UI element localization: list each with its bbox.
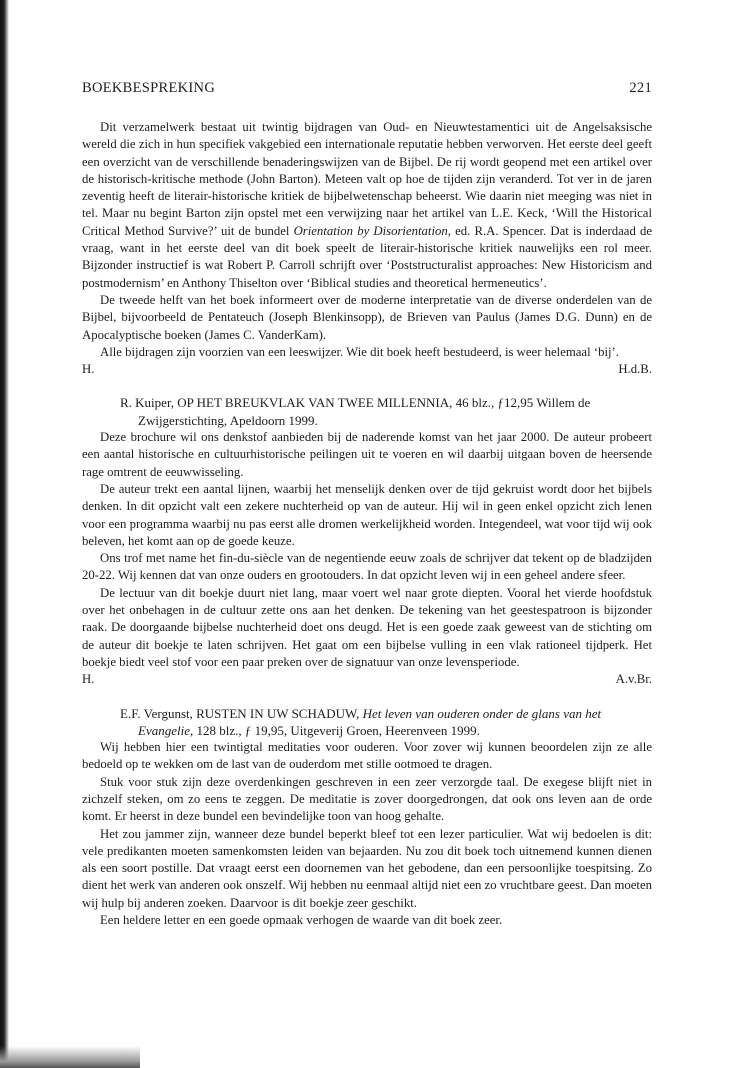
review3-paragraph-4: Een heldere letter en een goede opmaak verhogen de waarde van dit boek zeer. [100, 913, 503, 928]
review1-signature-left: H. [82, 362, 95, 377]
review3-paragraph-3: Het zou jammer zijn, wanneer deze bundel beperkt bleef tot een lezer particulier. Wat wij bedoelen is dit: vele predikanten moeten samenkomsten leiden van bejaarden. Nu zou dit boek toch uitnemend kunnen dienen als een soort postille. Dat vraagt eerst een doornemen van het gebodene, dan een persoonlijke toespitsing. Zo dient het werk van anderen ook onszelf. Wij hebben nu eenmaal altijd niet een zo vruchtbare geest. Dan moeten wij hulp bij anderen zoeken. Daarvoor is dit boekje zeer geschikt. [82, 826, 652, 910]
review2-signature-right: A.v.Br. [615, 672, 652, 687]
review2-signature [82, 671, 652, 688]
review3-paragraph-2: Stuk voor stuk zijn deze overdenkingen geschreven in een zeer verzorgde taal. De exegese blijft niet in zichzelf steken, om zo eens te zeggen. De meditatie is zover doorgedrongen, dat ook ons leven aan de orde komt. Er heerst in deze bundel een bevindelijke toon van hoog gehalte. [82, 774, 652, 824]
section-title: BOEKBESPREKING [82, 80, 216, 96]
review3-bibliographic-heading: E.F. Vergunst, RUSTEN IN UW SCHADUW, Het leven van ouderen onder de glans van het Evangelie, 128 blz., ƒ 19,95, Uitgeverij Groen, Heerenveen 1999. [120, 705, 602, 738]
review2-price: ƒ12,95 [497, 395, 534, 411]
review2-signature-left: H. [82, 672, 95, 687]
review2-paragraph-4: De lectuur van dit boekje duurt niet lang, maar voert wel naar grote diepten. Vooral het vierde hoofdstuk over het onbehagen in de cultuur zette ons aan het denken. De tekening van het geestespatroon is bijzonder raak. De doorgaande bijbelse nuchterheid doet ons deugd. Het is een goede zaak geweest van de stichting om de auteur dit boekje te laten schrijven. Het gaat om een bijbelse vulling in een vlak rationeel tijdperk. Het boekje biedt veel stof voor een paar preken over de signatuur van onze levensperiode. [82, 585, 652, 669]
review1-paragraph-3: Alle bijdragen zijn voorzien van een leeswijzer. Wie dit boek heeft bestudeerd, is weer helemaal ‘bij’. [100, 344, 619, 359]
review1-signature-right: H.d.B. [618, 362, 652, 377]
body-text [82, 119, 652, 929]
page-number: 221 [629, 80, 652, 96]
scan-edge-left [0, 0, 9, 1068]
review1-paragraph-2: De tweede helft van het boek informeert over de moderne interpretatie van de diverse onderdelen van de Bijbel, bijvoorbeeld de Pentateuch (Joseph Blenkinsopp), de Brieven van Paulus (James D.G. Dunn) en de Apocalyptische boeken (James C. VanderKam). [82, 292, 652, 342]
review2-paragraph-1: Deze brochure wil ons denkstof aanbieden bij de naderende komst van het jaar 2000. De auteur probeert een aantal historische en cultuurhistorische peilingen uit te voeren en wil daarbij uitgaan boven de heersende rage omtrent de eeuwwisseling. [82, 430, 652, 479]
review1-cited-title: Orientation by Disorientation, [293, 223, 451, 238]
review1-paragraph-1: Dit verzamelwerk bestaat uit twintig bijdragen van Oud- en Nieuwtestamentici uit de Angelsaksische wereld die zich in hun specifiek vakgebied een internationale reputatie hebben verworven. Het eerste deel geeft een overzicht van de verschillende benaderingswijzen van de Bijbel. De rij wordt geopend met een artikel over de historisch-kritische methode (John Barton). Meteen valt op hoe de tijden zijn veranderd. Tot ver in de jaren zeventig heeft de literair-historische kritiek de bijbelwetenschap beheerst. Wie daarin niet meeging was niet in tel. Maar nu begint Barton zijn opstel met een verwijzing naar het artikel van L.E. Keck, ‘Will the Historical Critical Method Survive?’ uit de bundel Orientation by Disorientation, ed. R.A. Spencer. Dat is inderdaad de vraag, want in het eerste deel van dit boek speelt de literair-historische kritiek nauwelijks een rol meer. Bijzonder instructief is wat Robert P. Carroll schrijft over ‘Poststructuralist approaches: New Historicism and postmodernism’ en Anthony Thiselton over ‘Biblical studies and theoretical hermeneutics’. [82, 120, 653, 290]
review1-signature [82, 361, 652, 378]
running-header [82, 80, 652, 97]
review2-bibliographic-heading: R. Kuiper, OP HET BREUKVLAK VAN TWEE MILLENNIA, 46 blz., ƒ12,95 Willem de Zwijgerstichting, Apeldoorn 1999. [120, 395, 591, 428]
review3-paragraph-1: Wij hebben hier een twintigtal meditaties voor ouderen. Voor zover wij kunnen beoordelen zijn ze alle bedoeld op te wekken om de last van de ouderdom met stille ootmoed te dragen. [82, 740, 652, 772]
document-page [82, 80, 652, 929]
scan-edge-bottom [0, 1046, 140, 1068]
review2-paragraph-3: Ons trof met name het fin-du-siècle van de negentiende eeuw zoals de schrijver dat tekent op de bladzijden 20-22. Wij kennen dat van onze ouders en grootouders. In dat opzicht leven wij in een geheel andere sfeer. [82, 551, 652, 583]
review2-paragraph-2: De auteur trekt een aantal lijnen, waarbij het menselijk denken over de tijd gekruist wordt door het bijbels denken. In dit opzicht valt een zekere nuchterheid op van de auteur. Hij wil in geen enkel opzicht zich lenen voor een programma waarbij nu pas eerst alle dromen werkelijkheid worden. Integendeel, wat voor tijd wij ook beleven, het komt aan op de goede keuze. [82, 481, 652, 548]
